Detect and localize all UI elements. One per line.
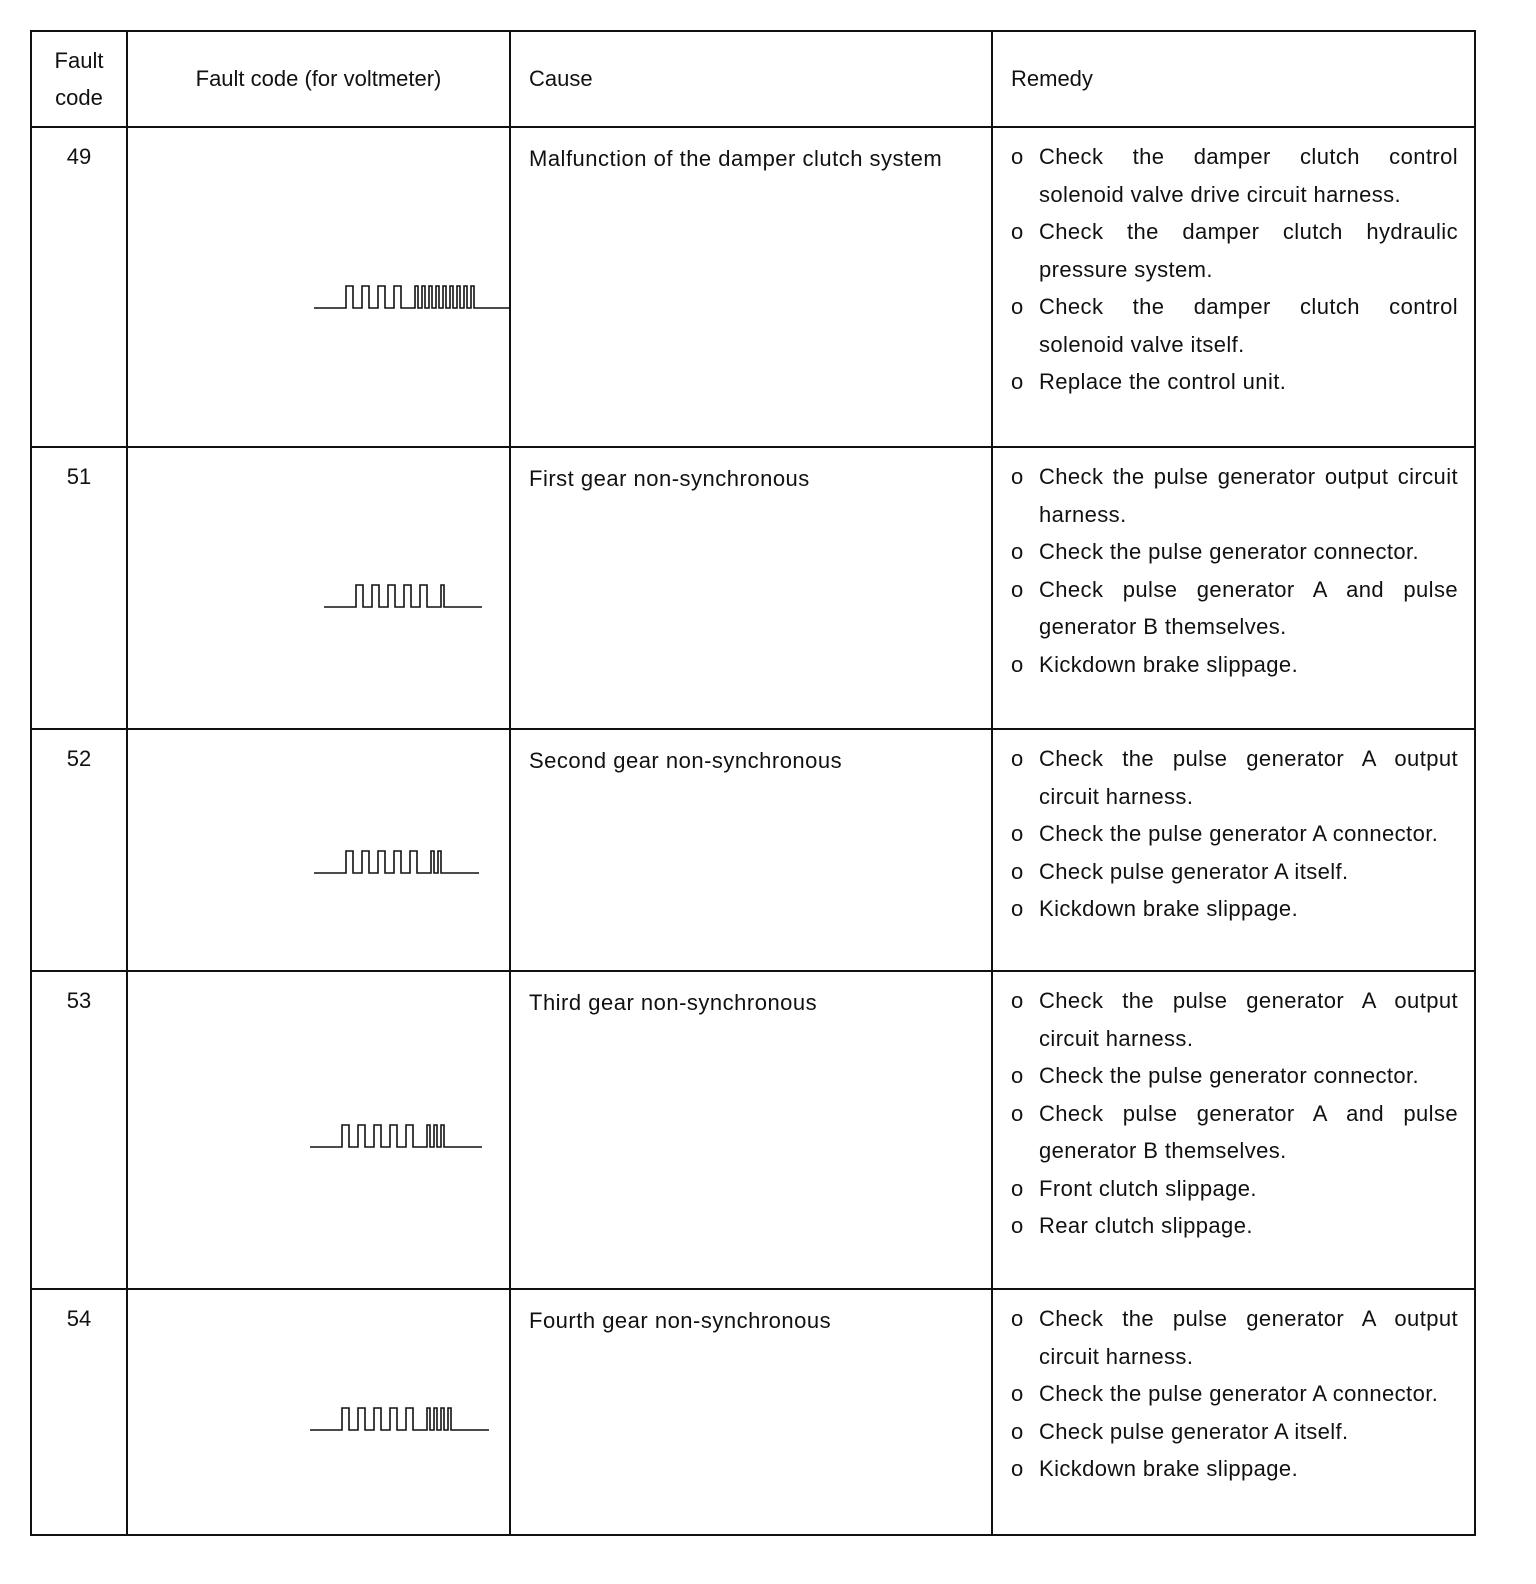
bullet-icon: o bbox=[1011, 1306, 1024, 1331]
remedy-item bbox=[1011, 288, 1458, 363]
remedy-text: Check pulse generator A itself. bbox=[1039, 1418, 1349, 1444]
remedy-text: Check the pulse generator connector. bbox=[1039, 1063, 1420, 1088]
bullet-icon: o bbox=[1011, 988, 1024, 1013]
pulse-waveform-line bbox=[314, 286, 509, 308]
fault-code-cell: 53 bbox=[31, 971, 127, 1289]
remedy-text: Check the damper clutch hydraulic pressure system. bbox=[1039, 219, 1458, 282]
bullet-icon: o bbox=[1011, 651, 1024, 677]
remedy-text: Check the pulse generator A output circuit harness. bbox=[1039, 988, 1458, 1051]
bullet-icon: o bbox=[1011, 821, 1024, 846]
pulse-waveform-49 bbox=[128, 128, 509, 448]
remedy-item bbox=[1011, 1095, 1458, 1170]
header-fault-code-line1: Fault bbox=[54, 48, 104, 73]
remedy-cell bbox=[992, 447, 1475, 729]
bullet-icon: o bbox=[1011, 219, 1024, 244]
bullet-icon: o bbox=[1011, 539, 1024, 564]
bullet-icon: o bbox=[1011, 369, 1024, 394]
table-row bbox=[31, 971, 1475, 1289]
fault-code-cell: 49 bbox=[31, 127, 127, 447]
pulse-waveform-51 bbox=[128, 448, 509, 730]
pulse-waveform-54 bbox=[128, 1290, 509, 1536]
bullet-icon: o bbox=[1011, 1418, 1024, 1444]
pulse-waveform-53 bbox=[128, 972, 509, 1290]
voltmeter-waveform-cell bbox=[127, 447, 510, 729]
bullet-icon: o bbox=[1011, 858, 1024, 884]
cause-cell: Fourth gear non-synchronous bbox=[510, 1289, 992, 1535]
header-fault-code-line2: code bbox=[55, 85, 103, 110]
bullet-icon: o bbox=[1011, 746, 1024, 771]
remedy-text: Rear clutch slippage. bbox=[1039, 1213, 1253, 1238]
bullet-icon: o bbox=[1011, 1456, 1024, 1481]
cause-cell: Malfunction of the damper clutch system bbox=[510, 127, 992, 447]
remedy-text: Check the pulse generator connector. bbox=[1039, 539, 1420, 564]
remedy-list bbox=[1011, 982, 1458, 1245]
remedy-item bbox=[1011, 213, 1458, 288]
remedy-item bbox=[1011, 815, 1458, 853]
remedy-text: Check the pulse generator output circuit harness. bbox=[1039, 464, 1458, 527]
remedy-text: Check the pulse generator A output circuit harness. bbox=[1039, 1306, 1458, 1369]
pulse-waveform-52 bbox=[128, 730, 509, 972]
bullet-icon: o bbox=[1011, 1213, 1024, 1238]
bullet-icon: o bbox=[1011, 896, 1024, 921]
remedy-item bbox=[1011, 982, 1458, 1057]
remedy-item bbox=[1011, 1057, 1458, 1095]
remedy-cell bbox=[992, 971, 1475, 1289]
remedy-item bbox=[1011, 533, 1458, 571]
remedy-cell bbox=[992, 729, 1475, 971]
bullet-icon: o bbox=[1011, 1381, 1024, 1406]
remedy-text: Replace the control unit. bbox=[1039, 369, 1287, 394]
voltmeter-waveform-cell bbox=[127, 1289, 510, 1535]
remedy-text: Check the pulse generator A connector. bbox=[1039, 821, 1439, 846]
bullet-icon: o bbox=[1011, 1063, 1024, 1088]
remedy-list bbox=[1011, 740, 1458, 928]
table-header-row bbox=[31, 31, 1475, 127]
header-remedy: Remedy bbox=[992, 31, 1475, 127]
remedy-item bbox=[1011, 1413, 1458, 1451]
remedy-item bbox=[1011, 1170, 1458, 1208]
remedy-item bbox=[1011, 1207, 1458, 1245]
remedy-item bbox=[1011, 646, 1458, 684]
remedy-cell bbox=[992, 127, 1475, 447]
remedy-item bbox=[1011, 363, 1458, 401]
pulse-waveform-line bbox=[310, 1408, 489, 1430]
remedy-list bbox=[1011, 138, 1458, 401]
header-cause: Cause bbox=[510, 31, 992, 127]
remedy-list bbox=[1011, 458, 1458, 683]
remedy-cell bbox=[992, 1289, 1475, 1535]
bullet-icon: o bbox=[1011, 464, 1024, 489]
remedy-text: Check the damper clutch control solenoid valve itself. bbox=[1039, 294, 1458, 357]
voltmeter-waveform-cell bbox=[127, 971, 510, 1289]
fault-code-cell: 52 bbox=[31, 729, 127, 971]
voltmeter-waveform-cell bbox=[127, 127, 510, 447]
bullet-icon: o bbox=[1011, 1100, 1024, 1126]
bullet-icon: o bbox=[1011, 576, 1024, 602]
table-row bbox=[31, 447, 1475, 729]
remedy-item bbox=[1011, 1450, 1458, 1488]
remedy-text: Check the damper clutch control solenoid valve drive circuit harness. bbox=[1039, 144, 1458, 207]
cause-cell: Third gear non-synchronous bbox=[510, 971, 992, 1289]
fault-code-table bbox=[30, 30, 1476, 1536]
pulse-waveform-line bbox=[310, 1125, 482, 1147]
remedy-item bbox=[1011, 571, 1458, 646]
bullet-icon: o bbox=[1011, 1175, 1024, 1201]
remedy-text: Check the pulse generator A output circuit harness. bbox=[1039, 746, 1458, 809]
remedy-item bbox=[1011, 458, 1458, 533]
remedy-item bbox=[1011, 740, 1458, 815]
bullet-icon: o bbox=[1011, 144, 1024, 169]
fault-code-cell: 54 bbox=[31, 1289, 127, 1535]
remedy-item bbox=[1011, 1300, 1458, 1375]
pulse-waveform-line bbox=[314, 851, 479, 873]
voltmeter-waveform-cell bbox=[127, 729, 510, 971]
remedy-item bbox=[1011, 853, 1458, 891]
pulse-waveform-line bbox=[324, 585, 482, 607]
remedy-text: Check pulse generator A and pulse generator B themselves. bbox=[1039, 576, 1458, 639]
table-row bbox=[31, 127, 1475, 447]
remedy-item bbox=[1011, 890, 1458, 928]
remedy-item bbox=[1011, 1375, 1458, 1413]
table-row bbox=[31, 1289, 1475, 1535]
header-fault-code bbox=[31, 31, 127, 127]
cause-cell: Second gear non-synchronous bbox=[510, 729, 992, 971]
remedy-text: Check pulse generator A itself. bbox=[1039, 858, 1349, 884]
remedy-item bbox=[1011, 138, 1458, 213]
remedy-text: Check the pulse generator A connector. bbox=[1039, 1381, 1439, 1406]
table-row bbox=[31, 729, 1475, 971]
remedy-text: Kickdown brake slippage. bbox=[1039, 651, 1299, 677]
remedy-text: Check pulse generator A and pulse generator B themselves. bbox=[1039, 1100, 1458, 1163]
fault-code-cell: 51 bbox=[31, 447, 127, 729]
remedy-text: Front clutch slippage. bbox=[1039, 1175, 1257, 1201]
remedy-text: Kickdown brake slippage. bbox=[1039, 896, 1299, 921]
remedy-text: Kickdown brake slippage. bbox=[1039, 1456, 1299, 1481]
cause-cell: First gear non-synchronous bbox=[510, 447, 992, 729]
header-voltmeter-code: Fault code (for voltmeter) bbox=[127, 31, 510, 127]
remedy-list bbox=[1011, 1300, 1458, 1488]
bullet-icon: o bbox=[1011, 294, 1024, 319]
